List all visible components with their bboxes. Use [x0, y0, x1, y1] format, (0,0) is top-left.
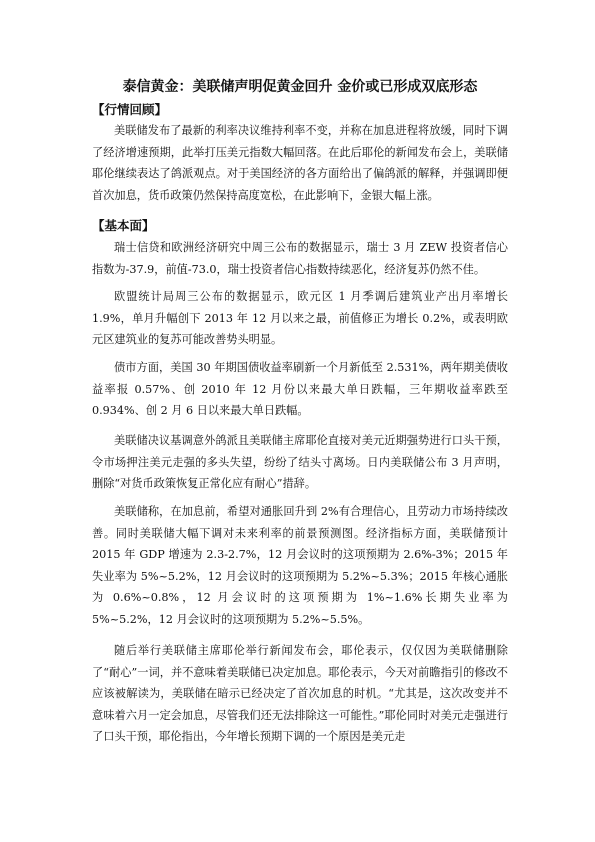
- paragraph-market-review: 美联储发布了最新的利率决议维持利率不变，并称在加息进程将放缓，同时下调了经济增速预期，此举打压美元指数大幅回落。在此后耶伦的新闻发布会上，美联储耶伦继续表达了鸽派观点。对于美国经济的各方面给出了偏鸽派的解释，并强调即便首次加息，货币政策仍然保持高度宽松，在此影响下，金银大幅上涨。: [92, 124, 508, 202]
- document-title: 泰信黄金：美联储声明促黄金回升 金价或已形成双底形态: [122, 79, 478, 95]
- paragraph-fed-projections: 美联储称，在加息前，希望对通胀回升到 2%有合理信心，且劳动力市场持续改善。同时美联储大幅下调对未来利率的前景预测图。经济指标方面，美联储预计 2015 年 GDP 增速为 2.3-2.7%，12 月会议时的这项预期为 2.6%-3%；2015 年失业率为 5%~5.2%，12 月会议时的这项预期为 5.2%~5.3%；2015 年核心通胀为 0.6%~0.8%，12 月会议时的这项预期为 1%~1.6%长期失业率为 5%~5.2%，12 月会议时的这项预期为 5.2%~5.5%。: [92, 505, 508, 626]
- section-heading-market-review: 【行情回顾】: [92, 102, 168, 117]
- paragraph-swiss-zew: 瑞士信贷和欧洲经济研究中周三公布的数据显示，瑞士 3 月 ZEW 投资者信心指数为-37.9，前值-73.0，瑞士投资者信心指数持续恶化，经济复苏仍然不佳。: [92, 241, 508, 276]
- paragraph-eurozone-construction: 欧盟统计局周三公布的数据显示，欧元区 1 月季调后建筑业产出月率增长 1.9%，单月升幅创下 2013 年 12 月以来之最，前值修正为增长 0.2%，或表明欧元区建筑业的复苏可能改善势头明显。: [92, 290, 508, 346]
- paragraph-yellen-press-conference: 随后举行美联储主席耶伦举行新闻发布会，耶伦表示，仅仅因为美联储删除了“耐心”一词，并不意味着美联储已决定加息。耶伦表示，今天对前瞻指引的修改不应该被解读为，美联储在暗示已经决定了首次加息的时机。“尤其是，这次改变并不意味着六月一定会加息，尽管我们还无法排除这一可能性。”耶伦同时对美元走强进行了口头干预，耶伦指出，今年增长预期下调的一个原因是美元走: [92, 644, 508, 743]
- paragraph-bond-market: 债市方面，美国 30 年期国债收益率刷新一个月新低至 2.531%，两年期美债收益率报 0.57%、创 2010 年 12 月份以来最大单日跌幅，三年期收益率跌至 0.934%、创 2 月 6 日以来最大单日跌幅。: [92, 361, 508, 417]
- paragraph-fed-decision: 美联储决议基调意外鸽派且美联储主席耶伦直接对美元近期强势进行口头干预，令市场押注美元走强的多头失望，纷纷了结头寸离场。日内美联储公布 3 月声明，删除“对货币政策恢复正常化应有耐心”措辞。: [92, 434, 508, 490]
- section-heading-fundamentals: 【基本面】: [92, 218, 155, 233]
